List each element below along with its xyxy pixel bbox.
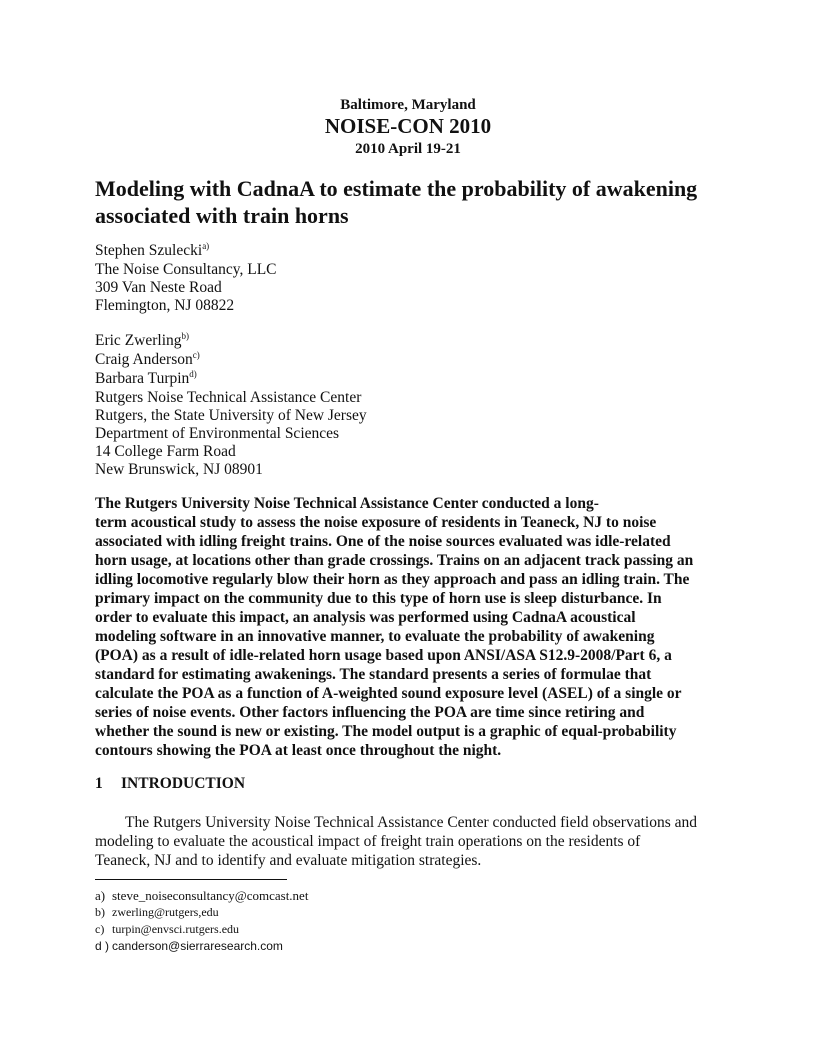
footnote-mark: a)	[202, 241, 210, 251]
abstract-line: modeling software in an innovative manner, to evaluate the probability of awakening	[95, 628, 655, 645]
affiliation-line: Rutgers, the State University of New Jersey	[95, 407, 367, 424]
abstract-line: associated with idling freight trains. One of the noise sources evaluated was idle-related	[95, 533, 671, 550]
affiliation-line: Department of Environmental Sciences	[95, 425, 340, 442]
abstract-line: horn usage, at locations other than grade crossings. Trains on an adjacent track passing an	[95, 552, 694, 569]
paper-title-line: associated with train horns	[95, 203, 349, 228]
affiliation-line: 309 Van Neste Road	[95, 279, 222, 296]
abstract-line: calculate the POA as a function of A-weighted sound exposure level (ASEL) of a single or	[95, 685, 682, 702]
abstract-line: The Rutgers University Noise Technical Assistance Center conducted a long-	[95, 495, 599, 512]
body-line: Teaneck, NJ and to identify and evaluate mitigation strategies.	[95, 852, 482, 869]
author-name: Eric Zwerling	[95, 332, 182, 349]
footnote-label: a)	[95, 888, 106, 903]
abstract-line: primary impact on the community due to this type of horn use is sleep disturbance. In	[95, 590, 662, 607]
section-number: 1	[95, 775, 103, 792]
paper-title	[95, 175, 735, 229]
abstract-line: order to evaluate this impact, an analysis was performed using CadnaA acoustical	[95, 609, 636, 626]
author-line	[95, 242, 277, 261]
section-heading	[95, 775, 245, 793]
author-name: Barbara Turpin	[95, 370, 190, 387]
affiliation-line: New Brunswick, NJ 08901	[95, 461, 263, 478]
footnote-email: turpin@envsci.rutgers.edu	[112, 922, 240, 936]
introduction-paragraph	[95, 813, 697, 870]
abstract-line: whether the sound is new or existing. The model output is a graphic of equal-probability	[95, 723, 677, 740]
footnote	[95, 904, 308, 921]
conference-dates: 2010 April 19-21	[355, 141, 461, 157]
affiliation-line: The Noise Consultancy, LLC	[95, 261, 277, 278]
footnote-mark: d)	[189, 369, 197, 379]
author-block-2	[95, 332, 367, 479]
footnote-email: canderson@sierraresearch.com	[112, 939, 283, 953]
affiliation-line: Flemington, NJ 08822	[95, 297, 235, 314]
footnote-label: d )	[95, 939, 110, 953]
affiliation-line: Rutgers Noise Technical Assistance Center	[95, 389, 362, 406]
footnote-label: c)	[95, 922, 105, 936]
footnote-mark: b)	[181, 331, 190, 341]
author-line	[95, 351, 367, 370]
author-line	[95, 370, 367, 389]
author-name: Stephen Szulecki	[95, 242, 203, 259]
body-line: The Rutgers University Noise Technical Assistance Center conducted field observations and	[125, 814, 697, 831]
author-name: Craig Anderson	[95, 351, 193, 368]
abstract-line: contours showing the POA at least once throughout the night.	[95, 742, 502, 759]
abstract-line: idling locomotive regularly blow their horn as they approach and pass an idling train. The	[95, 571, 690, 588]
footnote-divider	[95, 879, 287, 880]
footnote-label: b)	[95, 905, 105, 919]
footnote	[95, 887, 308, 904]
author-line	[95, 332, 367, 351]
footnote-email: zwerling@rutgers,edu	[112, 905, 219, 919]
abstract	[95, 494, 735, 760]
footnote-email: steve_noiseconsultancy@comcast.net	[112, 888, 309, 903]
affiliation-line: 14 College Farm Road	[95, 443, 236, 460]
section-title: INTRODUCTION	[121, 775, 246, 792]
conference-location: Baltimore, Maryland	[340, 97, 476, 113]
abstract-line: (POA) as a result of idle-related horn usage based upon ANSI/ASA S12.9-2008/Part 6, a	[95, 647, 672, 664]
abstract-line: term acoustical study to assess the noise exposure of residents in Teaneck, NJ to noise	[95, 514, 657, 531]
conference-name: NOISE-CON 2010	[324, 114, 492, 138]
footnote	[95, 921, 308, 938]
footnote	[95, 938, 308, 955]
footnote-mark: c)	[192, 350, 200, 360]
paper-title-line: Modeling with CadnaA to estimate the probability of awakening	[95, 176, 698, 201]
footnotes	[95, 887, 308, 955]
abstract-line: series of noise events. Other factors influencing the POA are time since retiring and	[95, 704, 645, 721]
body-line: modeling to evaluate the acoustical impact of freight train operations on the residents of	[95, 833, 641, 850]
author-block-1	[95, 242, 277, 315]
abstract-line: standard for estimating awakenings. The standard presents a series of formulae that	[95, 666, 652, 683]
